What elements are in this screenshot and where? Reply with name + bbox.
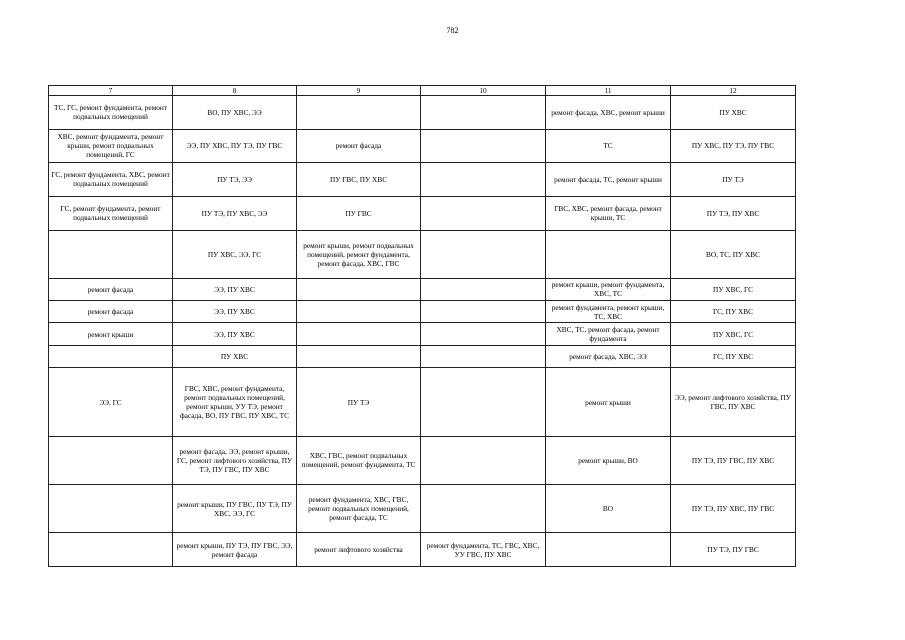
table-cell: ремонт крыши, ремонт фундамента, ХВС, ТС (546, 278, 671, 300)
table-cell: ремонт фасада, ХВС, ремонт крыши (546, 96, 671, 129)
table-cell: ПУ ХВС (671, 96, 796, 129)
table-cell (49, 484, 173, 533)
table-row (49, 533, 796, 567)
table-cell (421, 163, 546, 196)
table-cell: ПУ ТЭ, ПУ ХВС, ЭЭ (173, 196, 297, 231)
table-cell: ремонт крыши, ПУ ГВС, ПУ ТЭ, ПУ ХВС, ЭЭ, ГС (173, 484, 297, 533)
table-cell: ПУ ХВС, ПУ ТЭ, ПУ ГВС (671, 129, 796, 162)
table-cell (49, 533, 173, 567)
table-cell: ремонт фасада, ЭЭ, ремонт крыши, ГС, ремонт лифтового хозяйства, ПУ ТЭ, ПУ ГВС, ПУ ХВС (173, 437, 297, 485)
column-header: 7 (49, 86, 173, 96)
table-cell: ремонт фасада, ТС, ремонт крыши (546, 163, 671, 196)
table-cell: ПУ ХВС, ГС (671, 323, 796, 345)
table-cell: ремонт фундамента, ТС, ГВС, ХВС, УУ ГВС, ПУ ХВС (421, 533, 546, 567)
table-cell: ХВС, ТС, ремонт фасада, ремонт фундамента (546, 323, 671, 345)
column-header: 10 (421, 86, 546, 96)
table-row (49, 96, 796, 129)
table-cell (297, 96, 421, 129)
table-cell (421, 129, 546, 162)
table-cell (297, 301, 421, 323)
table-cell: ПУ ТЭ, ПУ ХВС, ПУ ГВС (671, 484, 796, 533)
table-cell (421, 484, 546, 533)
table-cell: ремонт фундамента, ремонт крыши, ТС, ХВС (546, 301, 671, 323)
table-cell: ПУ ХВС, ГС (671, 278, 796, 300)
table-cell (421, 196, 546, 231)
table-cell: ТС (546, 129, 671, 162)
table-row (49, 484, 796, 533)
table-cell: ВО, ТС, ПУ ХВС (671, 231, 796, 279)
table-cell: ВО (546, 484, 671, 533)
table-cell (421, 323, 546, 345)
table-cell (421, 437, 546, 485)
table-cell (546, 533, 671, 567)
table-cell: ГВС, ХВС, ремонт фасада, ремонт крыши, ТС (546, 196, 671, 231)
table-cell: ПУ ТЭ, ПУ ХВС (671, 196, 796, 231)
table-row (49, 345, 796, 367)
table-cell: ХВС, ремонт фундамента, ремонт крыши, ремонт подвальных помещений, ГС (49, 129, 173, 162)
table-cell (421, 231, 546, 279)
table-cell: ЭЭ, ремонт лифтового хозяйства, ПУ ГВС, ПУ ХВС (671, 368, 796, 437)
table-cell: ЭЭ, ПУ ХВС, ПУ ТЭ, ПУ ГВС (173, 129, 297, 162)
table-cell: ПУ ТЭ, ЭЭ (173, 163, 297, 196)
table-cell (421, 301, 546, 323)
table-cell: ПУ ХВС (173, 345, 297, 367)
table-cell (49, 231, 173, 279)
table-row (49, 231, 796, 279)
table-row (49, 368, 796, 437)
table-cell: ремонт фундамента, ХВС, ГВС, ремонт подвальных помещений, ремонт фасада, ТС (297, 484, 421, 533)
table-cell: ГС, ремонт фундамента, ремонт подвальных помещений (49, 196, 173, 231)
table-row (49, 301, 796, 323)
column-header: 11 (546, 86, 671, 96)
table-row (49, 196, 796, 231)
table-cell (49, 437, 173, 485)
table-row (49, 437, 796, 485)
table-row (49, 129, 796, 162)
table-cell: ЭЭ, ПУ ХВС (173, 323, 297, 345)
table-cell (297, 323, 421, 345)
table-cell: ПУ ГВС (297, 196, 421, 231)
table-cell: ремонт крыши, ПУ ТЭ, ПУ ГВС, ЭЭ, ремонт фасада (173, 533, 297, 567)
column-header: 9 (297, 86, 421, 96)
table-cell (546, 231, 671, 279)
table-cell (49, 345, 173, 367)
table-cell: ремонт фасада, ХВС, ЭЭ (546, 345, 671, 367)
table-cell: ремонт лифтового хозяйства (297, 533, 421, 567)
table-cell: ремонт крыши, ремонт подвальных помещений, ремонт фундамента, ремонт фасада, ХВС, ГВС (297, 231, 421, 279)
table-cell: ЭЭ, ГС (49, 368, 173, 437)
table-cell: ГС, ремонт фундамента, ХВС, ремонт подвальных помещений (49, 163, 173, 196)
table-cell: ремонт фасада (49, 278, 173, 300)
table-cell: ПУ ТЭ, ПУ ГВС (671, 533, 796, 567)
column-header: 8 (173, 86, 297, 96)
table-cell: ГВС, ХВС, ремонт фундамента, ремонт подвальных помещений, ремонт крыши, УУ ТЭ, ремонт фасада, ВО, ПУ ГВС, ПУ ХВС, ТС (173, 368, 297, 437)
table-cell: ремонт фасада (297, 129, 421, 162)
table-cell (421, 278, 546, 300)
table-cell: ЭЭ, ПУ ХВС (173, 301, 297, 323)
table-cell: ГС, ПУ ХВС (671, 301, 796, 323)
data-table (48, 85, 796, 567)
table-row (49, 278, 796, 300)
table-cell: ПУ ГВС, ПУ ХВС (297, 163, 421, 196)
table-cell: ремонт крыши, ВО (546, 437, 671, 485)
table-cell: ХВС, ГВС, ремонт подвальных помещений, ремонт фундамента, ТС (297, 437, 421, 485)
table-cell: ЭЭ, ПУ ХВС (173, 278, 297, 300)
table-cell (421, 368, 546, 437)
table-cell (297, 345, 421, 367)
column-header: 12 (671, 86, 796, 96)
table-cell: ПУ ТЭ (671, 163, 796, 196)
page-number: 782 (446, 26, 459, 35)
table-row (49, 163, 796, 196)
table-cell: ПУ ТЭ (297, 368, 421, 437)
table-cell: ГС, ПУ ХВС (671, 345, 796, 367)
table-cell: ремонт фасада (49, 301, 173, 323)
table-cell: ремонт крыши (546, 368, 671, 437)
table-cell: ТС, ГС, ремонт фундамента, ремонт подвальных помещений (49, 96, 173, 129)
table-row (49, 323, 796, 345)
table-cell: ремонт крыши (49, 323, 173, 345)
table-header-row (49, 86, 796, 96)
table-cell: ПУ ТЭ, ПУ ГВС, ПУ ХВС (671, 437, 796, 485)
table-cell (421, 345, 546, 367)
table-cell (421, 96, 546, 129)
table-cell (297, 278, 421, 300)
table-cell: ПУ ХВС, ЭЭ, ГС (173, 231, 297, 279)
table-cell: ВО, ПУ ХВС, ЭЭ (173, 96, 297, 129)
